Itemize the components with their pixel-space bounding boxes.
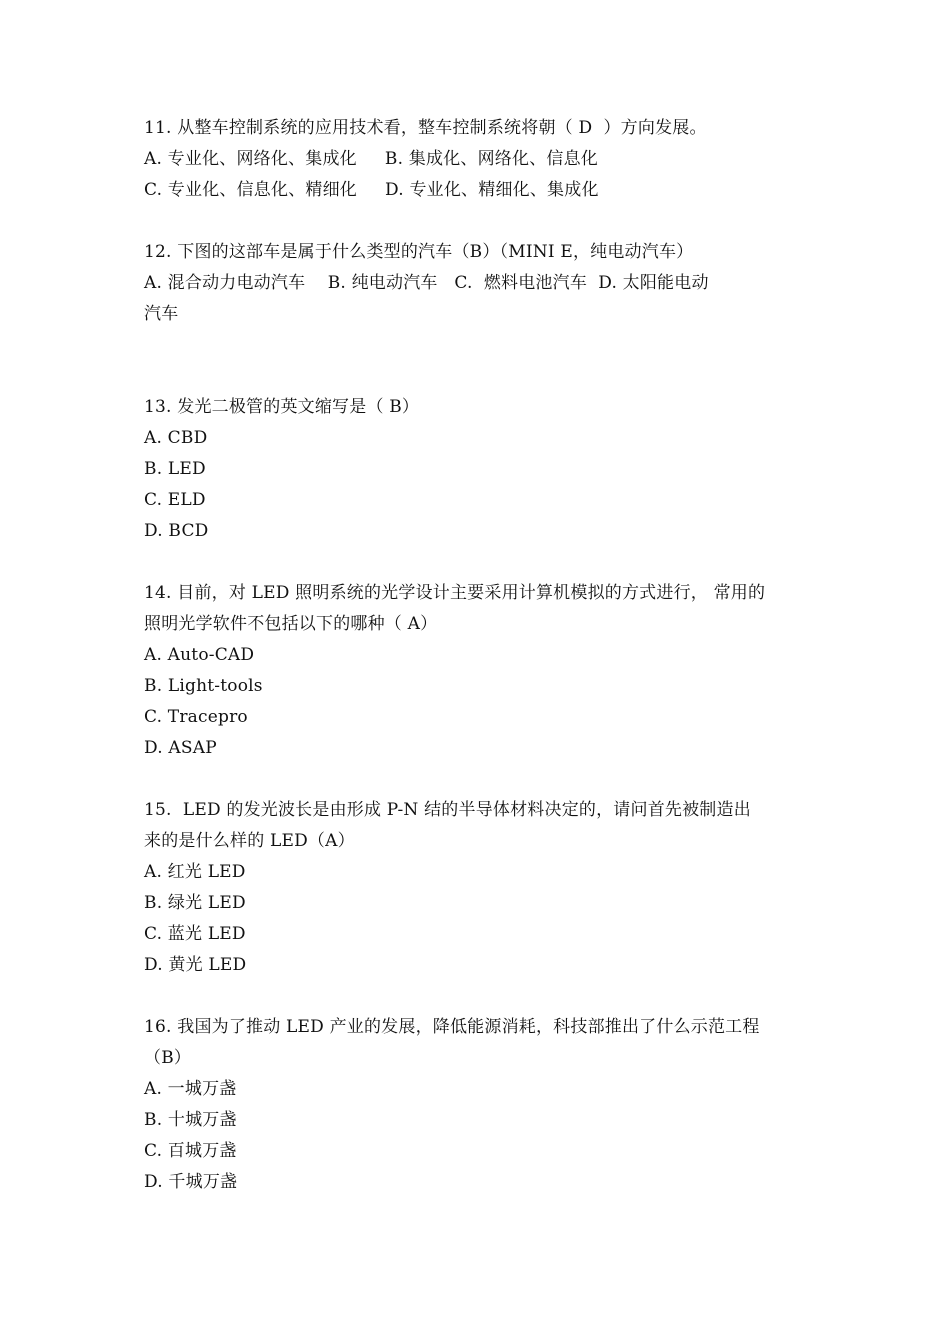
question-13-stem: 13. 发光二极管的英文缩写是（ B） xyxy=(144,397,420,417)
question-12 xyxy=(144,237,816,330)
spacer xyxy=(144,206,816,237)
spacer xyxy=(144,981,816,1012)
question-12-stem: 12. 下图的这部车是属于什么类型的汽车（B）（MINI E，纯电动汽车） xyxy=(144,242,694,262)
question-15-option-a: A. 红光 LED xyxy=(144,862,246,882)
question-13-option-b: B. LED xyxy=(144,459,206,479)
question-15-option-c: C. 蓝光 LED xyxy=(144,924,246,944)
question-13 xyxy=(144,392,816,547)
question-14-option-a: A. Auto-CAD xyxy=(144,645,255,665)
question-14 xyxy=(144,578,816,764)
question-11 xyxy=(144,113,816,206)
spacer xyxy=(144,330,816,392)
question-12-options: A. 混合动力电动汽车 B. 纯电动汽车 C. 燃料电池汽车 D. 太阳能电动 xyxy=(144,273,709,293)
question-14-option-c: C. Tracepro xyxy=(144,707,248,727)
spacer xyxy=(144,764,816,795)
question-14-option-b: B. Light-tools xyxy=(144,676,263,696)
question-15-option-d: D. 黄光 LED xyxy=(144,955,247,975)
spacer xyxy=(144,547,816,578)
question-14-option-d: D. ASAP xyxy=(144,738,217,758)
question-11-options-cd: C. 专业化、信息化、精细化 D. 专业化、精细化、集成化 xyxy=(144,180,599,200)
question-list xyxy=(144,113,816,1198)
question-16-option-d: D. 千城万盏 xyxy=(144,1172,238,1192)
question-16-stem-cont: （B） xyxy=(144,1048,192,1068)
question-14-stem-cont: 照明光学软件不包括以下的哪种（ A） xyxy=(144,614,438,634)
question-13-option-c: C. ELD xyxy=(144,490,206,510)
question-12-options-cont: 汽车 xyxy=(144,304,179,324)
question-13-option-a: A. CBD xyxy=(144,428,208,448)
question-16-option-c: C. 百城万盏 xyxy=(144,1141,237,1161)
question-11-options-ab: A. 专业化、网络化、集成化 B. 集成化、网络化、信息化 xyxy=(144,149,599,169)
question-13-option-d: D. BCD xyxy=(144,521,209,541)
question-16 xyxy=(144,1012,816,1198)
question-11-stem: 11. 从整车控制系统的应用技术看，整车控制系统将朝（ D ）方向发展。 xyxy=(144,118,707,138)
question-15 xyxy=(144,795,816,981)
question-14-stem: 14. 目前，对 LED 照明系统的光学设计主要采用计算机模拟的方式进行， 常用的 xyxy=(144,583,766,603)
question-15-stem-cont: 来的是什么样的 LED（A） xyxy=(144,831,355,851)
question-16-option-a: A. 一城万盏 xyxy=(144,1079,237,1099)
question-16-stem: 16. 我国为了推动 LED 产业的发展，降低能源消耗，科技部推出了什么示范工程 xyxy=(144,1017,760,1037)
question-15-stem: 15. LED 的发光波长是由形成 P-N 结的半导体材料决定的，请问首先被制造出 xyxy=(144,800,751,820)
question-15-option-b: B. 绿光 LED xyxy=(144,893,246,913)
question-16-option-b: B. 十城万盏 xyxy=(144,1110,237,1130)
